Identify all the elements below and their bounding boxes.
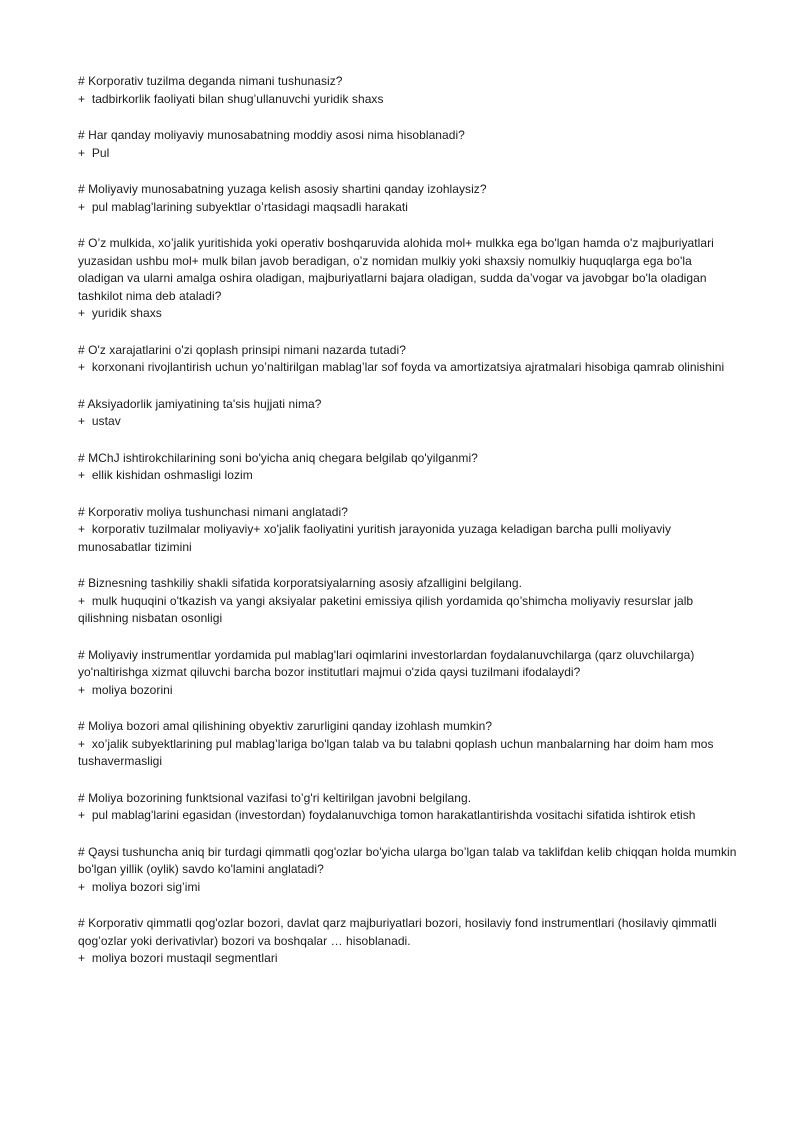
answer-text: + ustav	[78, 414, 121, 428]
qa-item	[78, 647, 740, 700]
question-text: # Aksiyadorlik jamiyatining ta'sis hujjati nima?	[78, 396, 322, 411]
qa-item	[78, 450, 740, 485]
qa-item	[78, 575, 740, 628]
answer-text: + tadbirkorlik faoliyati bilan shug’ullanuvchi yuridik shaxs	[78, 91, 384, 106]
question-text: # Moliya bozori amal qilishining obyektiv zarurligini qanday izohlash mumkin?	[78, 719, 493, 733]
qa-item	[78, 127, 740, 162]
question-text: # O'z xarajatlarini o'zi qoplash prinsipi nimani nazarda tutadi?	[78, 342, 406, 357]
question-text: # Moliyaviy instrumentlar yordamida pul mablag'lari oqimlarini investorlardan foydalanuvchilarga (qarz oluvchilarga) yo'naltirishga xizmat qiluvchi barcha bozor institutlari majmui o'zida qaysi tuzilmani ifodalaydi?	[78, 647, 698, 679]
answer-text: + moliya bozori mustaqil segmentlari	[78, 951, 278, 965]
answer-text: + yuridik shaxs	[78, 306, 162, 320]
qa-item	[78, 915, 740, 968]
qa-item	[78, 181, 740, 216]
question-text: # MChJ ishtirokchilarining soni bo'yicha aniq chegara belgilab qo'yilganmi?	[78, 450, 478, 465]
qa-item	[78, 844, 740, 897]
answer-text: + Pul	[78, 145, 110, 160]
answer-text: + xo’jalik subyektlarining pul mablag’lariga bo'lgan talab va bu talabni qoplash uchun manbalarning har doim ham mos tushavermasligi	[78, 736, 717, 768]
question-text: # Korporativ moliya tushunchasi nimani anglatadi?	[78, 504, 348, 519]
answer-text: + korxonani rivojlantirish uchun yo’naltirilgan mablag’lar sof foyda va amortizatsiya ajratmalari hisobiga qamrab olinishini	[78, 360, 725, 374]
qa-item	[78, 342, 740, 377]
answer-text: + moliya bozorini	[78, 682, 173, 697]
question-text: # Moliya bozorining funktsional vazifasi to’g'ri keltirilgan javobni belgilang.	[78, 790, 472, 805]
answer-text: + ellik kishidan oshmasligi lozim	[78, 468, 253, 482]
qa-list	[78, 73, 740, 968]
qa-item	[78, 504, 740, 557]
qa-item	[78, 790, 740, 825]
answer-text: + pul mablag'larining subyektlar o’rtasidagi maqsadli harakati	[78, 199, 408, 214]
qa-item	[78, 718, 740, 771]
qa-item	[78, 73, 740, 108]
answer-text: + moliya bozori sig’imi	[78, 879, 201, 894]
question-text: # Korporativ tuzilma deganda nimani tushunasiz?	[78, 74, 343, 88]
answer-text: + pul mablag'larini egasidan (investordan) foydalanuvchiga tomon harakatlantirishda vositachi sifatida ishtirok etish	[78, 808, 696, 822]
question-text: # Biznesning tashkiliy shakli sifatida korporatsiyalarning asosiy afzalligini belgilang.	[78, 576, 522, 590]
answer-text: + mulk huquqini o'tkazish va yangi aksiyalar paketini emissiya qilish yordamida qo’shimcha moliyaviy resurslar jalb qilishning nisbatan osonligi	[78, 593, 697, 625]
qa-item	[78, 235, 740, 323]
question-text: # Har qanday moliyaviy munosabatning moddiy asosi nima hisoblanadi?	[78, 128, 465, 142]
question-text: # Moliyaviy munosabatning yuzaga kelish asosiy shartini qanday izohlaysiz?	[78, 182, 487, 196]
question-text: # Korporativ qimmatli qog'ozlar bozori, davlat qarz majburiyatlari bozori, hosilaviy fond instrumentlari (hosilaviy qimmatli qog’ozlar yoki derivativlar) bozori va boshqalar … hisoblanadi.	[78, 916, 721, 948]
question-text: # O’z mulkida, xo’jalik yuritishida yoki operativ boshqaruvida alohida mol+ mulkka ega bo'lgan hamda o'z majburiyatlari yuzasidan ushbu mol+ mulk bilan javob beradigan, o’z nomidan mulkiy yoki shaxsiy nomulkiy huquqlarga ega bo'la oladigan va ularni amalga oshira oladigan, majburiyatlarni bajara oladigan, sudda da’vogar va javobgar bo'la oladigan tashkilot nima deb ataladi?	[78, 236, 718, 303]
question-text: # Qaysi tushuncha aniq bir turdagi qimmatli qog'ozlar bo'yicha ularga bo’lgan talab va taklifdan kelib chiqqan holda mumkin bo'lgan yillik (oylik) savdo ko'lamini anglatadi?	[78, 844, 740, 876]
answer-text: + korporativ tuzilmalar moliyaviy+ xo'jalik faoliyatini yuritish jarayonida yuzaga keladigan barcha pulli moliyaviy munosabatlar tizimini	[78, 522, 675, 554]
qa-item	[78, 396, 740, 431]
